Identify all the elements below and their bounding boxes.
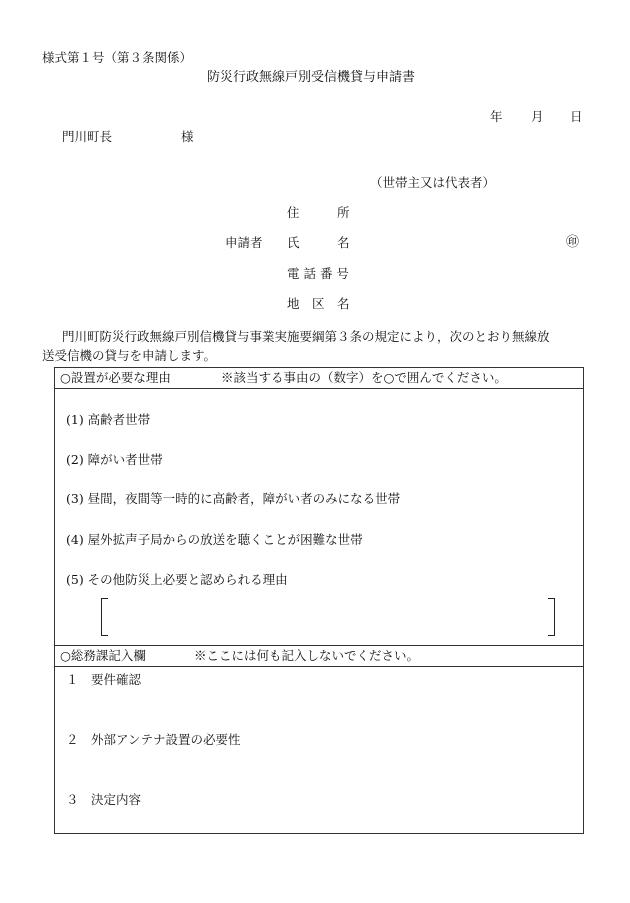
reason-section-instruction: ※該当する事由の（数字）を○で囲んでください。 — [221, 370, 507, 385]
body-text-line2: 送受信機の貸与を申請します。 — [42, 348, 217, 363]
seal-mark: ㊞ — [566, 235, 580, 250]
form-number: 様式第１号（第３条関係） — [42, 50, 193, 65]
field-address-label: 住 所 — [287, 205, 350, 220]
office-item-1: １ 要件確認 — [66, 672, 142, 687]
office-item-3: ３ 決定内容 — [66, 792, 142, 807]
body-text-line1: 門川町防災行政無線戸別信機貸与事業実施要綱第３条の規定により，次のとおり無線放 — [62, 329, 550, 344]
addressee-name: 門川町長 — [62, 129, 113, 144]
office-section-instruction: ※ここには何も記入しないでください。 — [194, 648, 420, 663]
reason-header-divider — [54, 388, 583, 389]
section-divider — [54, 645, 583, 646]
date-day-label: 日 — [570, 109, 583, 124]
applicant-label: 申請者 — [225, 235, 263, 250]
reason-other-bracket-left — [101, 598, 108, 636]
reason-item-4: (4) 屋外拡声子局からの放送を聴くことが困難な世帯 — [66, 532, 363, 547]
office-section-header: ○総務課記入欄 — [60, 648, 146, 663]
field-district-label: 地 区 名 — [287, 296, 350, 311]
reason-section-header: ○設置が必要な理由 — [60, 370, 171, 385]
application-table — [54, 367, 584, 834]
reason-item-1: (1) 高齢者世帯 — [66, 412, 151, 427]
office-item-2: ２ 外部アンテナ設置の必要性 — [66, 732, 241, 747]
field-name-label: 氏 名 — [287, 235, 350, 250]
date-month-label: 月 — [531, 109, 544, 124]
reason-item-5: (5) その他防災上必要と認められる理由 — [66, 572, 288, 587]
addressee-honorific: 様 — [181, 129, 194, 144]
field-phone-label: 電 話 番 号 — [287, 266, 349, 281]
form-title: 防災行政無線戸別受信機貸与申請書 — [207, 70, 416, 85]
date-year-label: 年 — [490, 109, 503, 124]
reason-item-2: (2) 障がい者世帯 — [66, 452, 163, 467]
reason-other-bracket-right — [548, 598, 555, 636]
applicant-note: （世帯主又は代表者） — [370, 175, 496, 190]
office-header-divider — [54, 666, 583, 667]
reason-item-3: (3) 昼間，夜間等一時的に高齢者，障がい者のみになる世帯 — [66, 491, 401, 506]
